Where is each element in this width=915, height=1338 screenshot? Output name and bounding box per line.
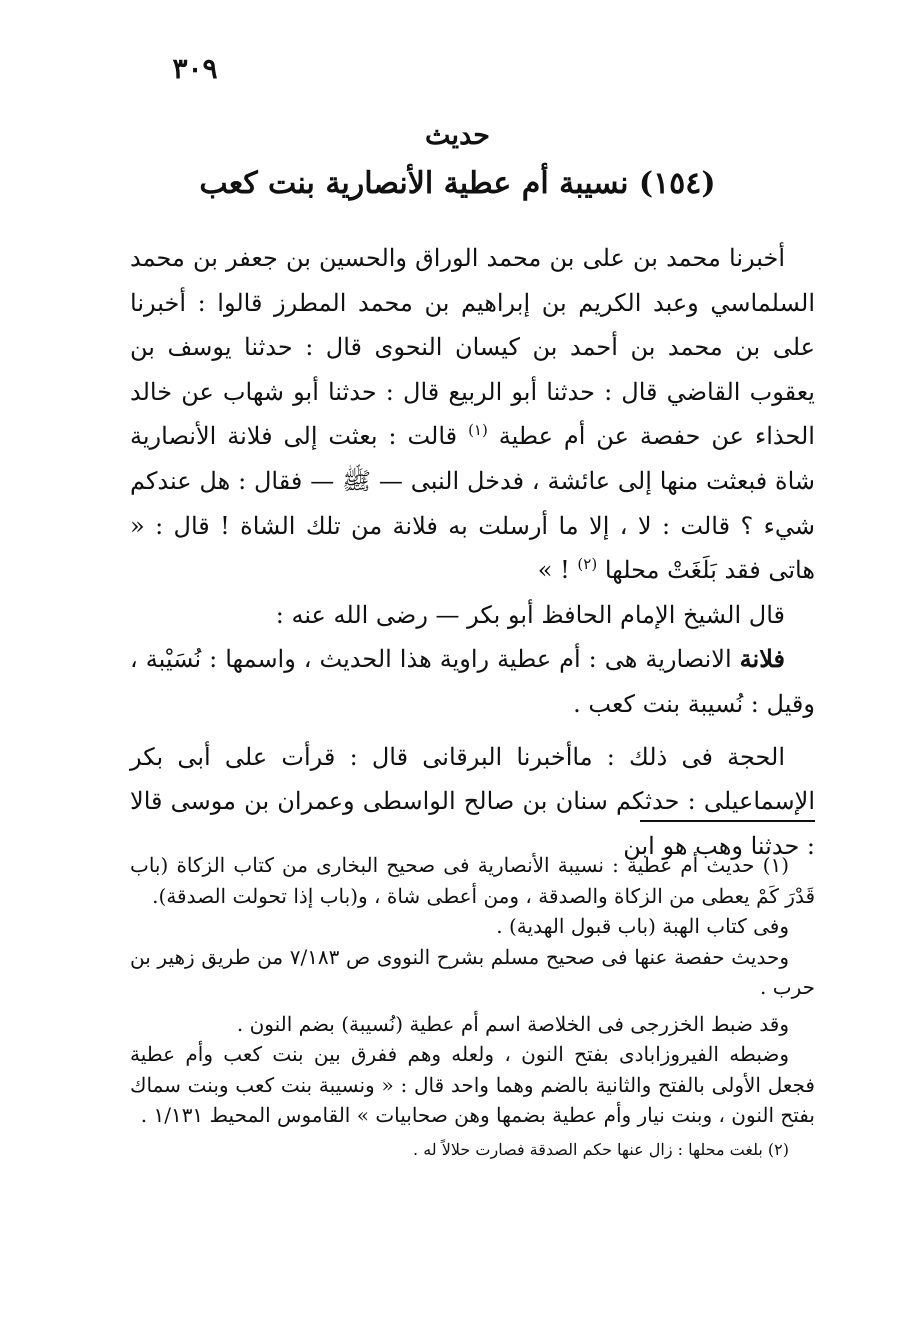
matn-text: قالت : بعثت إلى فلانة الأنصارية شاة فبعثت منها إلى عائشة ، فدخل النبى — ﷺ — فقال : هل عندكم شيء ؟ قالت : لا ، إلا ما أرسلت به فلانة من تلك الشاة ! قال : « هاتى فقد بَلَغَتْ محلها	[130, 422, 815, 585]
footnote-ref-2: (٢)	[577, 555, 598, 574]
footnote-1-line-1: (١) حديث أم عطية : نسيبة الأنصارية فى صحيح البخارى من كتاب الزكاة (باب قَدْرَ كَمْ يعطى من الزكاة والصدقة ، ومن أعطى شاة ، و(باب إذا تحولت الصدقة).	[130, 853, 815, 908]
section-title: حديث	[425, 120, 490, 151]
footnote-1-line-5: وضبطه الفيروزابادى بفتح النون ، ولعله وهم ففرق بين بنت كعب وأم عطية فجعل الأولى بالفتح والثانية بالضم وهما واحد قال : « ونسيبة بنت كعب وبنت سماك بفتح النون ، وبنت نيار وأم عطية بضمها وهن صحابيات » القاموس المحيط ١/١٣١ .	[130, 1042, 815, 1127]
footnote-1-line-3: وحديث حفصة عنها فى صحيح مسلم بشرح النووى ص ٧/١٨٣ من طريق زهير بن حرب .	[130, 944, 815, 999]
fulana-text: الانصارية هى : أم عطية راوية هذا الحديث ، واسمها : نُسَيْبة ، وقيل : نُسيبة بنت كعب .	[130, 645, 815, 718]
footnote-1-line-4: وقد ضبط الخزرجى فى الخلاصة اسم أم عطية (نُسيبة) بضم النون .	[236, 1011, 789, 1036]
footnotes	[130, 850, 815, 1165]
paragraph-isnad	[130, 236, 815, 593]
paragraph-fulana	[130, 637, 815, 726]
footnote-divider	[640, 820, 815, 822]
main-text	[130, 236, 815, 868]
fulana-word: فلانة	[739, 644, 785, 674]
footnote-1-line-2: وفى كتاب الهبة (باب قبول الهدية) .	[496, 914, 789, 938]
page-number: ٣٠٩	[172, 52, 218, 85]
footnote-2: (٢) بلغت محلها : زال عنها حكم الصدقة فصارت حلالاً له .	[413, 1139, 789, 1159]
matn-end: ! »	[537, 556, 570, 585]
footnote-ref-1: (١)	[468, 421, 488, 440]
paragraph-sheikh: قال الشيخ الإمام الحافظ أبو بكر — رضى الله عنه :	[275, 600, 785, 629]
hadith-title: (١٥٤) نسيبة أم عطية الأنصارية بنت كعب	[199, 166, 716, 201]
isnad-text: أخبرنا محمد بن على بن محمد الوراق والحسين بن جعفر بن محمد السلماسي وعبد الكريم بن إبراهيم بن محمد المطرز قالوا : أخبرنا على بن محمد بن أحمد بن كيسان النحوى قال : حدثنا يوسف بن يعقوب القاضي قال : حدثنا أبو الربيع قال : حدثنا أبو شهاب عن خالد الحذاء عن حفصة عن أم عطية	[130, 244, 815, 451]
paragraph-hujja: الحجة فى ذلك : ماأخبرنا البرقانى قال : قرأت على أبى بكر الإسماعيلى : حدثكم سنان بن صالح الواسطى وعمران بن موسى قالا : حدثنا وهب هو ابن	[130, 742, 815, 860]
